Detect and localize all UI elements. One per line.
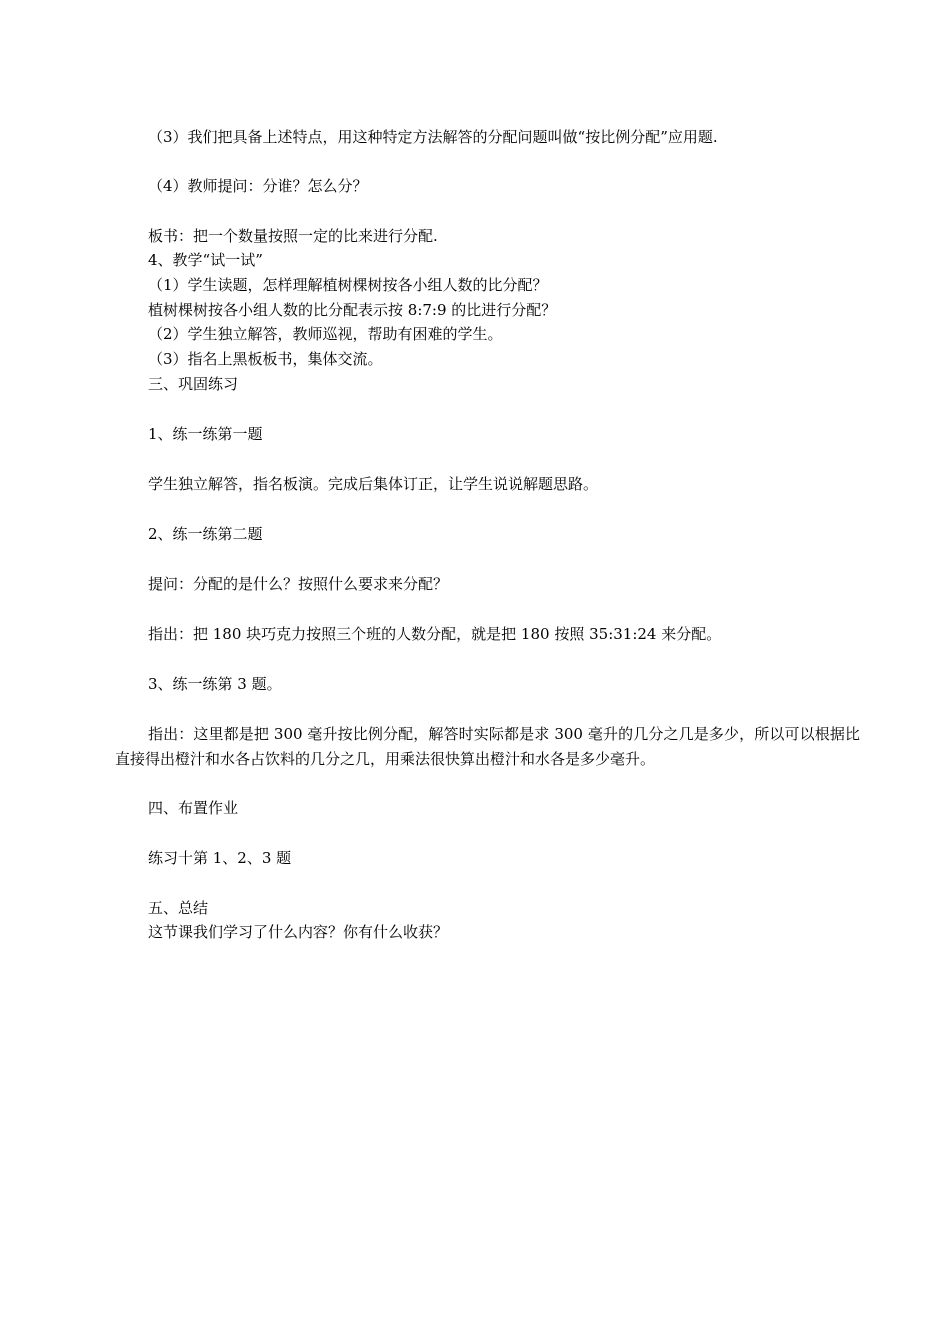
heading-exercise-3: 3、练一练第 3 题。 [148, 675, 282, 693]
paragraph-exercise-2-question: 提问：分配的是什么？按照什么要求来分配？ [148, 575, 449, 593]
paragraph-exercise-3-note: 指出：这里都是把 300 毫升按比例分配，解答时实际都是求 300 毫升的几分之几是多少，所以可以根据比直接得出橙汁和水各占饮料的几分之几，用乘法很快算出橙汁和水各是多少毫升。 [115, 725, 860, 768]
paragraph-board-exchange: （3）指名上黑板板书，集体交流。 [148, 350, 383, 368]
paragraph-board-note: 板书：把一个数量按照一定的比来进行分配. [148, 227, 438, 245]
paragraph-exercise-1: 学生独立解答，指名板演。完成后集体订正，让学生说说解题思路。 [148, 475, 599, 493]
heading-exercise-2: 2、练一练第二题 [148, 525, 263, 543]
heading-exercise-1: 1、练一练第一题 [148, 425, 263, 443]
heading-try-it: 4、教学“试一试” [148, 251, 263, 269]
paragraph-exercise-2-note: 指出：把 180 块巧克力按照三个班的人数分配，就是把 180 按照 35:31:24 来分配。 [148, 625, 722, 643]
paragraph-teacher-question: （4）教师提问：分谁？怎么分？ [148, 177, 368, 195]
paragraph-homework: 练习十第 1、2、3 题 [148, 849, 292, 867]
paragraph-definition: （3）我们把具备上述特点，用这种特定方法解答的分配问题叫做“按比例分配”应用题. [148, 128, 718, 146]
paragraph-read-question: （1）学生读题，怎样理解植树棵树按各小组人数的比分配？ [148, 276, 548, 294]
paragraph-ratio-meaning: 植树棵树按各小组人数的比分配表示按 8:7:9 的比进行分配？ [148, 301, 557, 319]
paragraph-independent-solve: （2）学生独立解答，教师巡视，帮助有困难的学生。 [148, 325, 503, 343]
section-heading-practice: 三、巩固练习 [148, 375, 239, 393]
paragraph-summary: 这节课我们学习了什么内容？你有什么收获？ [148, 923, 449, 941]
section-heading-homework: 四、布置作业 [148, 799, 239, 817]
section-heading-summary: 五、总结 [148, 899, 209, 917]
